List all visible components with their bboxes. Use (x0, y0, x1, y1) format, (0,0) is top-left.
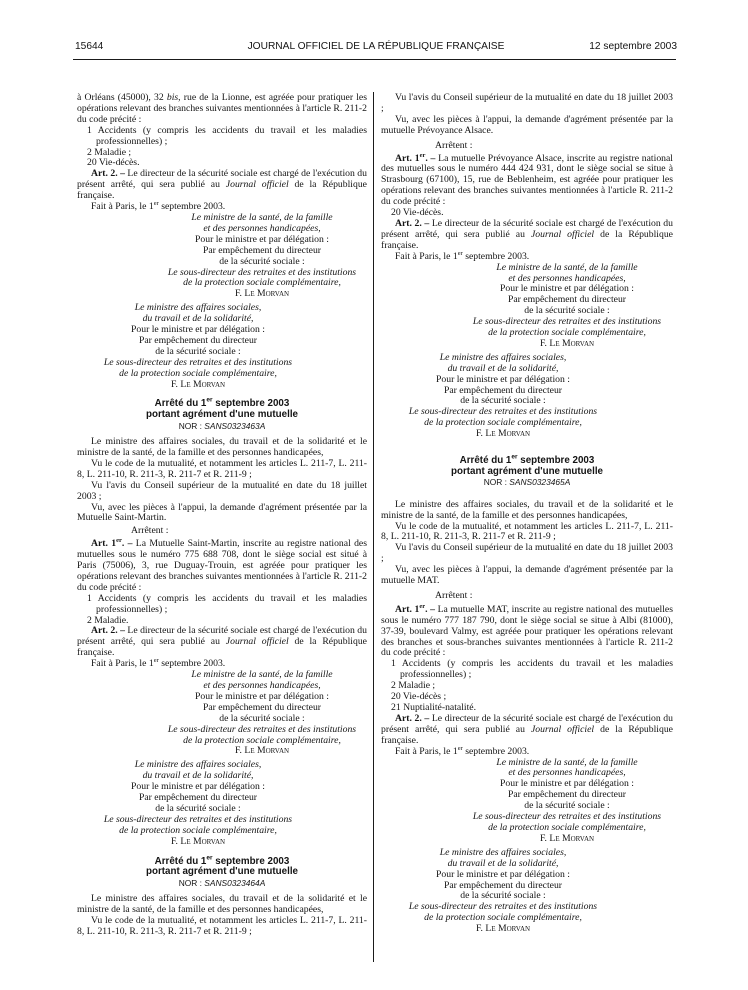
branch-item: 2 Maladie ; (391, 680, 436, 692)
branch-item: 20 Vie-décès ; (391, 691, 447, 703)
branch-item: 1 Accidents (y compris les accidents du travail et les maladies professionnelles) ; (87, 124, 367, 147)
header-rule (73, 59, 676, 60)
preamble-code: Vu le code de la mutualité, et notamment les articles L. 211-7, L. 211-8, L. 211-10, R. 211-3, R. 211-7 et R. 211-9 ; (77, 915, 367, 937)
preamble-code: Vu le code de la mutualité, et notamment les articles L. 211-7, L. 211-8, L. 211-10, R. 211-3, R. 211-7 et R. 211-9 ; (381, 520, 673, 543)
decree-title: Arrêté du 1er septembre 2003 portant agrément d'une mutuelle (145, 397, 299, 421)
arretent: Arrêtent : (131, 525, 169, 537)
signatory-name: F. Le Morvan (234, 288, 290, 300)
nor-reference: NOR : SANS0323463A (178, 420, 266, 431)
branch-item: 2 Maladie ; (87, 146, 132, 158)
branch-item: 2 Maladie. (87, 614, 129, 626)
right-column (381, 93, 673, 935)
signature-block-sante: Le ministre de la santé, de la famille et des personnes handicapées, Pour le ministre et par délégation : Par empêchement du directeur de la sécurité sociale : Le sous-directeur des retraites et des institutions de la protection sociale complémentaire, F. Le Morvan (157, 213, 367, 300)
preamble-code: Vu le code de la mutualité, et notamment les articles L. 211-7, L. 211-8, L. 211-10, R. 211-3, R. 211-7 et R. 211-9 ; (77, 457, 367, 480)
page-header (75, 41, 677, 55)
signatory-name: F. Le Morvan (234, 745, 290, 757)
preamble-avis: Vu l'avis du Conseil supérieur de la mutualité en date du 18 juillet 2003 ; (381, 542, 673, 565)
preamble-ministers: Le ministre des affaires sociales, du travail et de la solidarité et le ministre de la santé, de la famille et des personnes handicapées, (77, 893, 367, 916)
article-1: Art. 1er. – La mutuelle Prévoyance Alsace, inscrite au registre national des mutuelles sous le numéro 444 424 931, dont le siège social se situe à Strasbourg (67100), 15, rue de Beblenheim, est agréée pour pratiquer les opérations relevant des branches suivantes mentionnées à l'article R. 211-2 du code précité : (381, 151, 673, 208)
signature-block-affaires: Le ministre des affaires sociales, du travail et de la solidarité, Pour le ministre et par délégation : Par empêchement du directeur de la sécurité sociale : Le sous-directeur des retraites et des institutions de la protection sociale complémentaire, F. Le Morvan (77, 303, 319, 390)
decree-title: Arrêté du 1er septembre 2003 portant agrément d'une mutuelle (145, 854, 299, 878)
signatory-name: F. Le Morvan (475, 923, 531, 935)
article-1: Art. 1er. – La mutuelle MAT, inscrite au registre national des mutuelles sous le numéro 777 187 790, dont le siège social se situe à Albi (81000), 37-39, boulevard Valmy, est agréée pour pratiquer les opérations relevant des branches et sous-branches suivantes mentionnées à l'article R. 211-2 du code précité : (381, 602, 674, 659)
signature-date: Fait à Paris, le 1er septembre 2003. (395, 249, 530, 262)
signatory-name: F. Le Morvan (475, 428, 531, 440)
page-number: 15644 (75, 41, 104, 52)
signatory-name: F. Le Morvan (170, 378, 226, 390)
article-2: Art. 2. – Le directeur de la sécurité sociale est chargé de l'exécution du présent arrêté, qui sera publié au Journal officiel de la République française. (77, 625, 367, 659)
branch-item: 1 Accidents (y compris les accidents du travail et les maladies professionnelles) ; (87, 592, 367, 615)
signature-date: Fait à Paris, le 1er septembre 2003. (91, 199, 226, 213)
signatory-name: F. Le Morvan (170, 835, 226, 847)
preamble-ministers: Le ministre des affaires sociales, du travail et de la solidarité et le ministre de la santé, de la famille et des personnes handicapées, (77, 436, 367, 458)
signature-block-sante: Le ministre de la santé, de la famille et des personnes handicapées, Pour le ministre et par délégation : Par empêchement du directeur de la sécurité sociale : Le sous-directeur des retraites et des institutions de la protection sociale complémentaire, F. Le Morvan (461, 263, 673, 350)
preamble-ministers: Le ministre des affaires sociales, du travail et de la solidarité et le ministre de la santé, de la famille et des personnes handicapées, (381, 498, 673, 521)
preamble-pieces: Vu, avec les pièces à l'appui, la demande d'agrément présentée par la mutuelle MAT. (381, 564, 673, 587)
nor-reference: NOR : SANS0323465A (483, 477, 571, 488)
signature-block-sante: Le ministre de la santé, de la famille et des personnes handicapées, Pour le ministre et par délégation : Par empêchement du directeur de la sécurité sociale : Le sous-directeur des retraites et des institutions de la protection sociale complémentaire, F. Le Morvan (461, 758, 673, 845)
arretent: Arrêtent : (435, 589, 473, 601)
signature-block-affaires: Le ministre des affaires sociales, du travail et de la solidarité, Pour le ministre et par délégation : Par empêchement du directeur de la sécurité sociale : Le sous-directeur des retraites et des institutions de la protection sociale complémentaire, F. Le Morvan (77, 760, 319, 847)
continued-article-text: à Orléans (45000), 32 bis, rue de la Lionne, est agréée pour pratiquer les opérations relevant des branches suivantes mentionnées à l'article R. 211-2 du code précité : (77, 92, 367, 125)
nor-reference: NOR : SANS0323464A (178, 877, 266, 888)
signature-block-affaires: Le ministre des affaires sociales, du travail et de la solidarité, Pour le ministre et par délégation : Par empêchement du directeur de la sécurité sociale : Le sous-directeur des retraites et des institutions de la protection sociale complémentaire, F. Le Morvan (381, 353, 625, 440)
article-1: Art. 1er. – La Mutuelle Saint-Martin, inscrite au registre national des mutuelles sous le numéro 775 688 708, dont le siège social est situé à Paris (75006), 3, rue Duguay-Trouin, est agréée pour pratiquer les opérations relevant des branches suivantes mentionnées à l'article R. 211-2 du code précité : (77, 536, 367, 593)
journal-title: JOURNAL OFFICIEL DE LA RÉPUBLIQUE FRANÇAISE (247, 41, 505, 52)
preamble-pieces: Vu, avec les pièces à l'appui, la demande d'agrément présentée par la mutuelle Prévoyance Alsace. (381, 113, 673, 136)
arretent: Arrêtent : (435, 139, 473, 151)
column-divider (373, 92, 374, 962)
signatory-name: F. Le Morvan (539, 832, 595, 844)
left-column (77, 93, 367, 938)
decree-title: Arrêté du 1er septembre 2003 portant agrément d'une mutuelle (450, 453, 604, 477)
article-2: Art. 2. – Le directeur de la sécurité sociale est chargé de l'exécution du présent arrêté, qui sera publié au Journal officiel de la République française. (381, 712, 673, 746)
preamble-pieces: Vu, avec les pièces à l'appui, la demande d'agrément présentée par la Mutuelle Saint-Martin. (77, 501, 367, 524)
article-2: Art. 2. – Le directeur de la sécurité sociale est chargé de l'exécution du présent arrêté, qui sera publié au Journal officiel de la République française. (381, 217, 673, 251)
signatory-name: F. Le Morvan (539, 337, 595, 349)
branch-item: 21 Nuptialité-natalité. (391, 702, 477, 713)
issue-date: 12 septembre 2003 (589, 41, 677, 52)
article-2: Art. 2. – Le directeur de la sécurité sociale est chargé de l'exécution du présent arrêté, qui sera publié au Journal officiel de la République française. (77, 168, 367, 202)
preamble-avis: Vu l'avis du Conseil supérieur de la mutualité en date du 18 juillet 2003 ; (381, 92, 673, 114)
signature-date: Fait à Paris, le 1er septembre 2003. (395, 744, 530, 757)
branch-item: 1 Accidents (y compris les accidents du travail et les maladies professionnelles) ; (391, 658, 673, 681)
branch-item: 20 Vie-décès. (87, 157, 140, 169)
signature-date: Fait à Paris, le 1er septembre 2003. (91, 656, 226, 670)
signature-block-sante: Le ministre de la santé, de la famille et des personnes handicapées, Pour le ministre et par délégation : Par empêchement du directeur de la sécurité sociale : Le sous-directeur des retraites et des institutions de la protection sociale complémentaire, F. Le Morvan (157, 670, 367, 757)
preamble-avis: Vu l'avis du Conseil supérieur de la mutualité en date du 18 juillet 2003 ; (77, 479, 367, 502)
branch-item: 20 Vie-décès. (391, 207, 444, 219)
signature-block-affaires: Le ministre des affaires sociales, du travail et de la solidarité, Pour le ministre et par délégation : Par empêchement du directeur de la sécurité sociale : Le sous-directeur des retraites et des institutions de la protection sociale complémentaire, F. Le Morvan (381, 848, 625, 935)
